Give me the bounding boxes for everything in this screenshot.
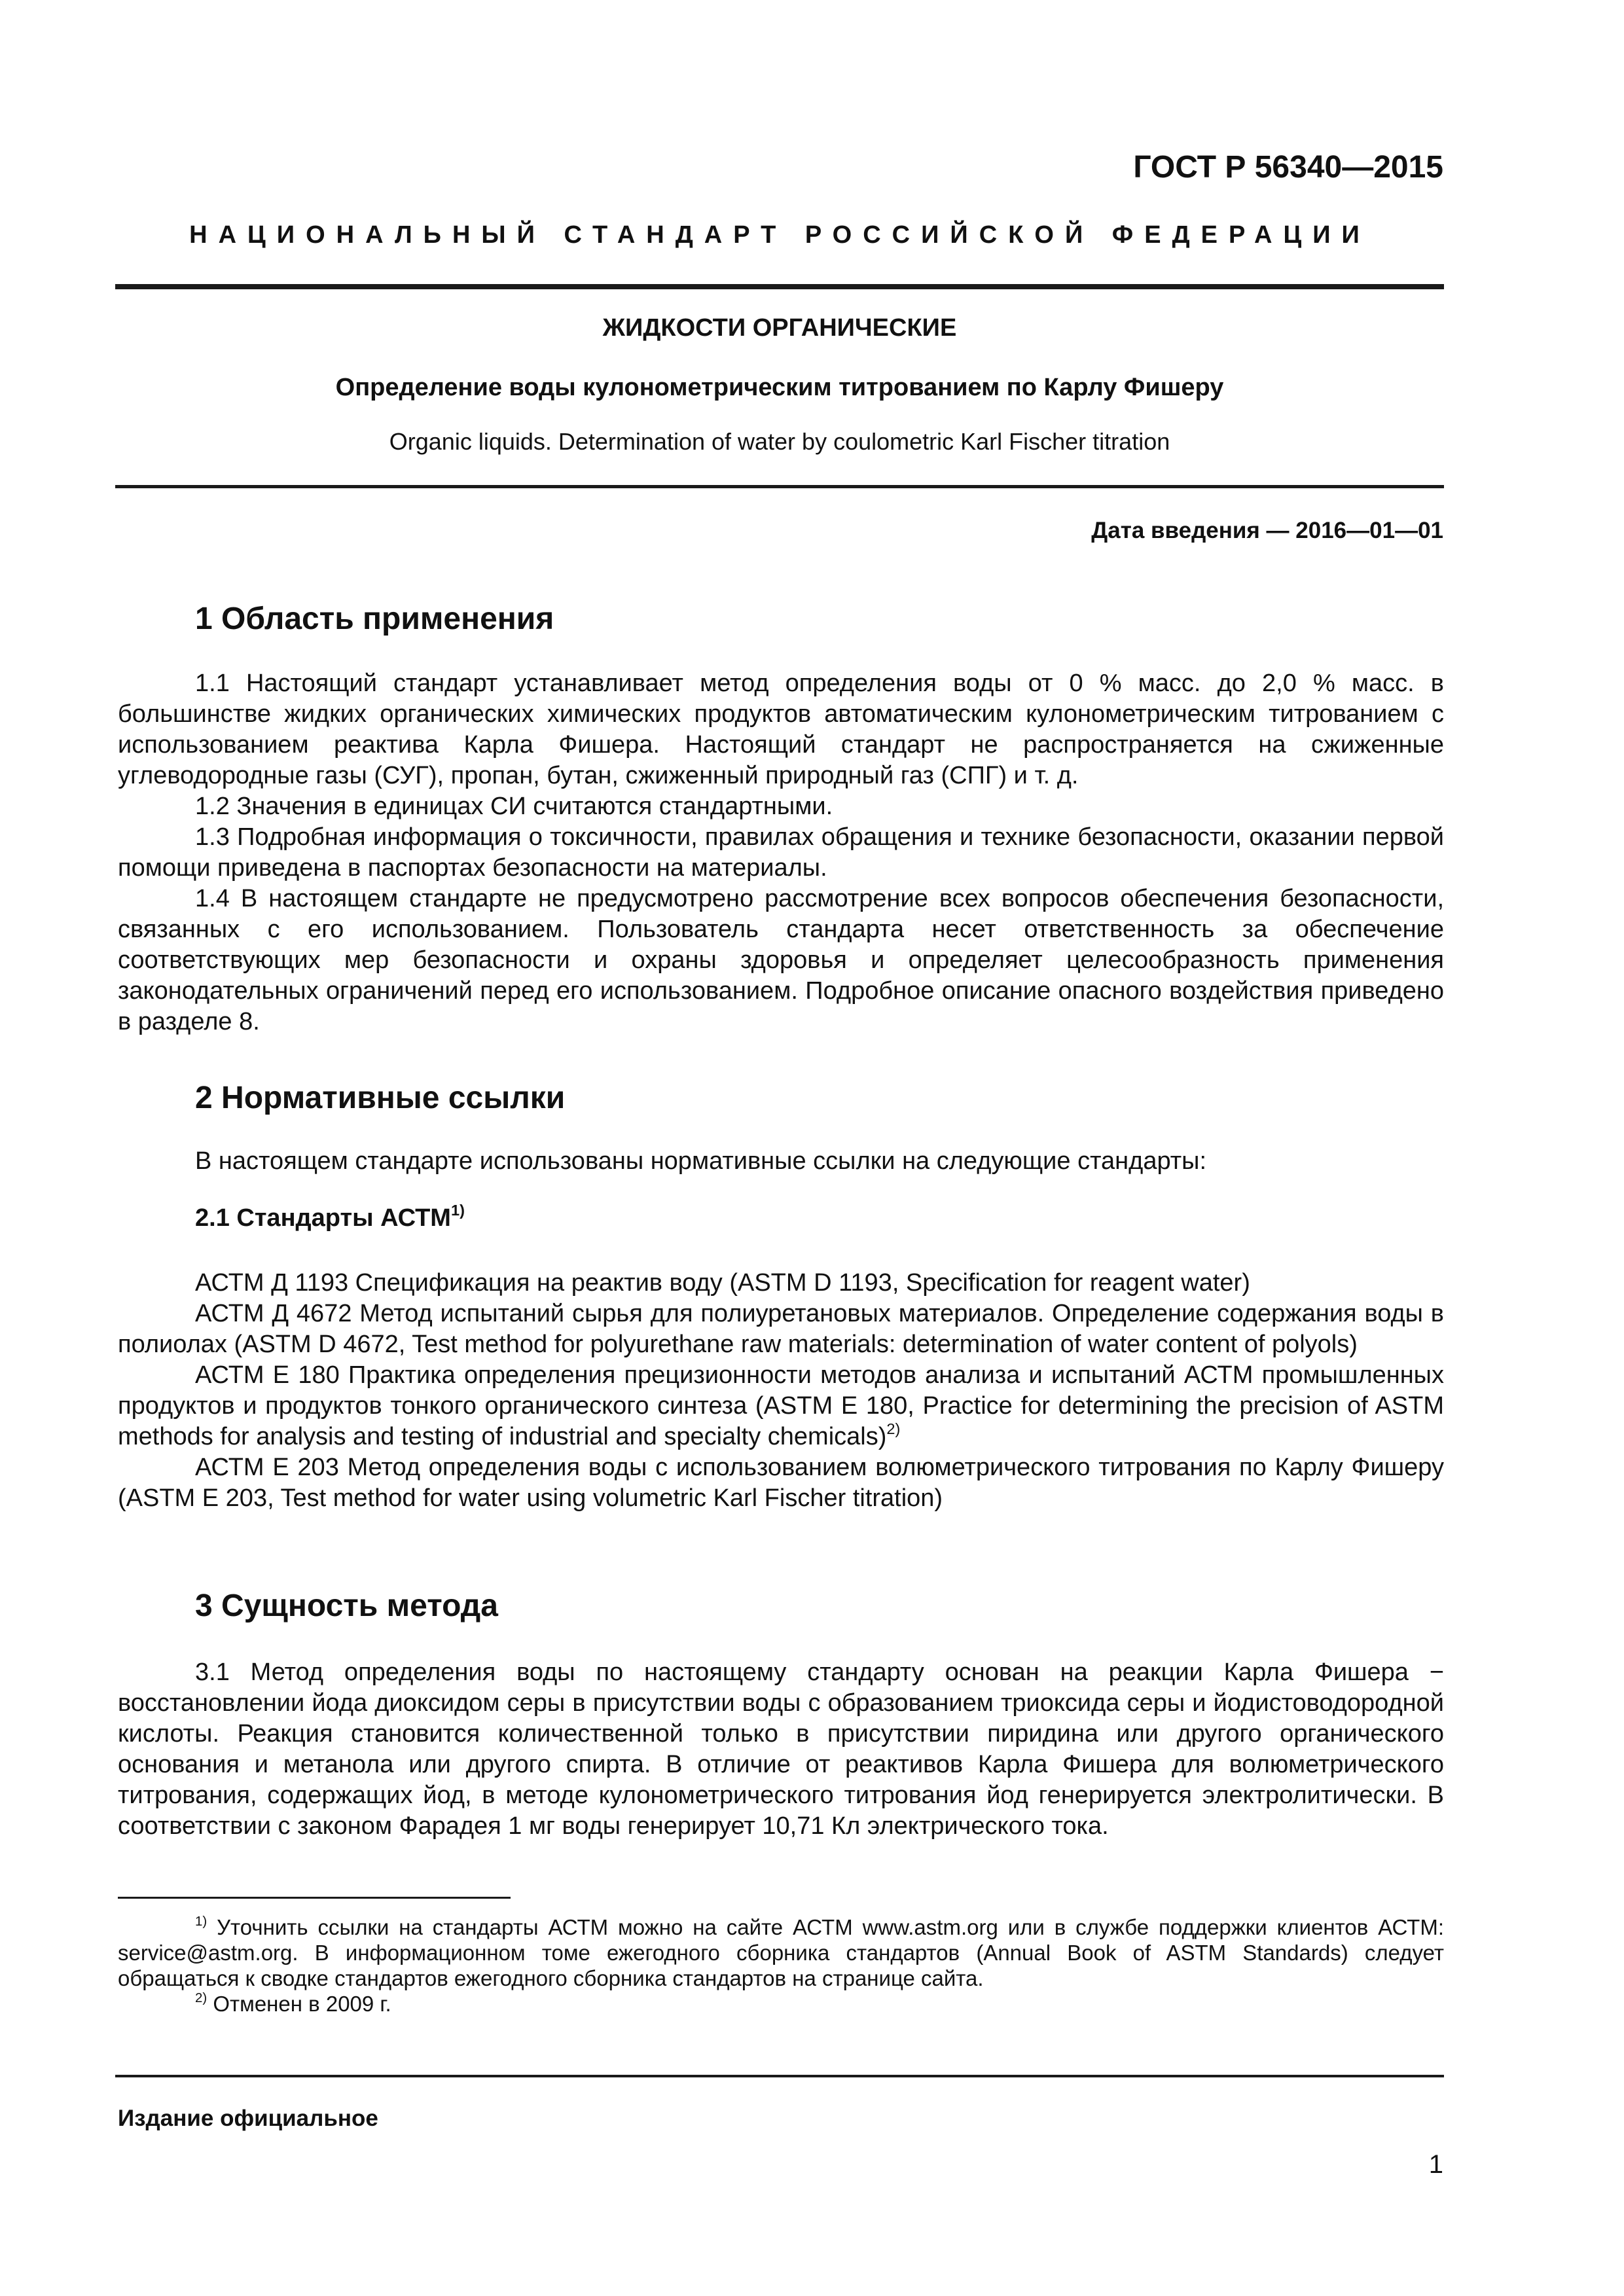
section-1-heading: 1 Область применения <box>195 601 554 636</box>
subsection-2-1-heading <box>195 1204 465 1232</box>
paragraph-3-1: 3.1 Метод определения воды по настоящему стандарту основан на реакции Карла Фишера − восстановлении йода диоксидом серы в присутствии воды с образованием триоксида серы и йодистоводородной кислоты. Реакция становится количественной только в присутствии пиридина или другого органического основания и метанола или другого спирта. В отличие от реактивов Карла Фишера для волюметрического титрования, содержащих йод, в методе кулонометрического титрования йод генерируется электролитически. В соответствии с законом Фарадея 1 мг воды генерирует 10,71 Кл электрического тока. <box>118 1659 1444 1840</box>
footnote-2-mark: 2) <box>195 1990 208 2005</box>
paragraph-1-2: 1.2 Значения в единицах СИ считаются стандартными. <box>195 793 833 820</box>
subsection-2-1-title: 2.1 Стандарты АСТМ <box>195 1204 451 1232</box>
paragraph-1-4: 1.4 В настоящем стандарте не предусмотрено рассмотрение всех вопросов обеспечения безопасности, связанных с его использованием. Пользователь стандарта несет ответственность за обеспечение соответствующих мер безопасности и охраны здоровья и определяет целесообразность применения законодательных ограничений перед его использованием. Подробное описание опасного воздействия приведено в разделе 8. <box>118 885 1444 1035</box>
footnote-1 <box>118 1914 1444 1991</box>
section-2-references <box>118 1268 1444 1514</box>
footnotes <box>118 1914 1444 2017</box>
footer-rule <box>115 2075 1444 2077</box>
reference-astm-d1193: АСТМ Д 1193 Спецификация на реактив воду (ASTM D 1193, Specification for reagent water) <box>195 1269 1250 1297</box>
official-edition-label: Издание официальное <box>118 2106 378 2131</box>
paragraph-1-3: 1.3 Подробная информация о токсичности, правилах обращения и технике безопасности, оказании первой помощи приведена в паспортах безопасности на материалы. <box>118 823 1444 882</box>
section-2-intro: В настоящем стандарте использованы нормативные ссылки на следующие стандарты: <box>195 1147 1207 1175</box>
gost-code: ГОСТ Р 56340—2015 <box>1133 150 1443 185</box>
header-rule <box>115 284 1444 289</box>
introduction-date: Дата введения — 2016—01—01 <box>1091 518 1443 543</box>
reference-astm-e180-text: АСТМ Е 180 Практика определения прецизионности методов анализа и испытаний АСТМ промышленных продуктов и продуктов тонкого органического синтеза (ASTM E 180, Practice for determining the precision of ASTM methods for analysis and testing of industrial and specialty chemicals) <box>118 1361 1444 1450</box>
footnote-ref-1: 1) <box>450 1202 465 1219</box>
paragraph-1-1: 1.1 Настоящий стандарт устанавливает метод определения воды от 0 % масс. до 2,0 % масс. в большинстве жидких органических химических продуктов автоматическим кулонометрическим титрованием с использованием реактива Карла Фишера. Настоящий стандарт не распространяется на сжиженные углеводородные газы (СУГ), пропан, бутан, сжиженный природный газ (СПГ) и т. д. <box>118 670 1444 789</box>
section-2-intro-block <box>118 1146 1444 1177</box>
document-subtitle: Определение воды кулонометрическим титрованием по Карлу Фишеру <box>335 374 1224 401</box>
footnote-ref-2: 2) <box>886 1420 901 1437</box>
page-number: 1 <box>1428 2150 1443 2179</box>
footnote-2 <box>118 1991 1444 2017</box>
reference-astm-e180 <box>118 1360 1444 1452</box>
footnote-2-text: Отменен в 2009 г. <box>213 1992 391 2016</box>
document-title-english: Organic liquids. Determination of water by coulometric Karl Fischer titration <box>389 428 1170 455</box>
footnote-1-mark: 1) <box>195 1913 208 1929</box>
section-3-body <box>118 1657 1444 1842</box>
footnote-separator <box>118 1897 511 1899</box>
section-2-heading: 2 Нормативные ссылки <box>195 1081 566 1115</box>
section-1-body <box>118 668 1444 1037</box>
document-title: ЖИДКОСТИ ОРГАНИЧЕСКИЕ <box>602 314 957 342</box>
section-3-heading: 3 Сущность метода <box>195 1588 498 1623</box>
reference-astm-d4672: АСТМ Д 4672 Метод испытаний сырья для полиуретановых материалов. Определение содержания воды в полиолах (ASTM D 4672, Test method for polyurethane raw materials: determination of water content of polyols) <box>118 1300 1444 1358</box>
footnote-1-text: Уточнить ссылки на стандарты АСТМ можно на сайте АСТМ www.astm.org или в службе поддержки клиентов АСТМ: service@astm.org. В информационном томе ежегодного сборника стандартов (Annual Book of ASTM Standards) следует обращаться к сводке стандартов ежегодного сборника стандартов на странице сайта. <box>118 1915 1444 1990</box>
national-standard-banner: НАЦИОНАЛЬНЫЙ СТАНДАРТ РОССИЙСКОЙ ФЕДЕРАЦИИ <box>189 221 1371 249</box>
reference-astm-e203: АСТМ Е 203 Метод определения воды с использованием волюметрического титрования по Карлу Фишеру (ASTM E 203, Test method for water using volumetric Karl Fischer titration) <box>118 1454 1444 1512</box>
title-rule <box>115 485 1444 488</box>
